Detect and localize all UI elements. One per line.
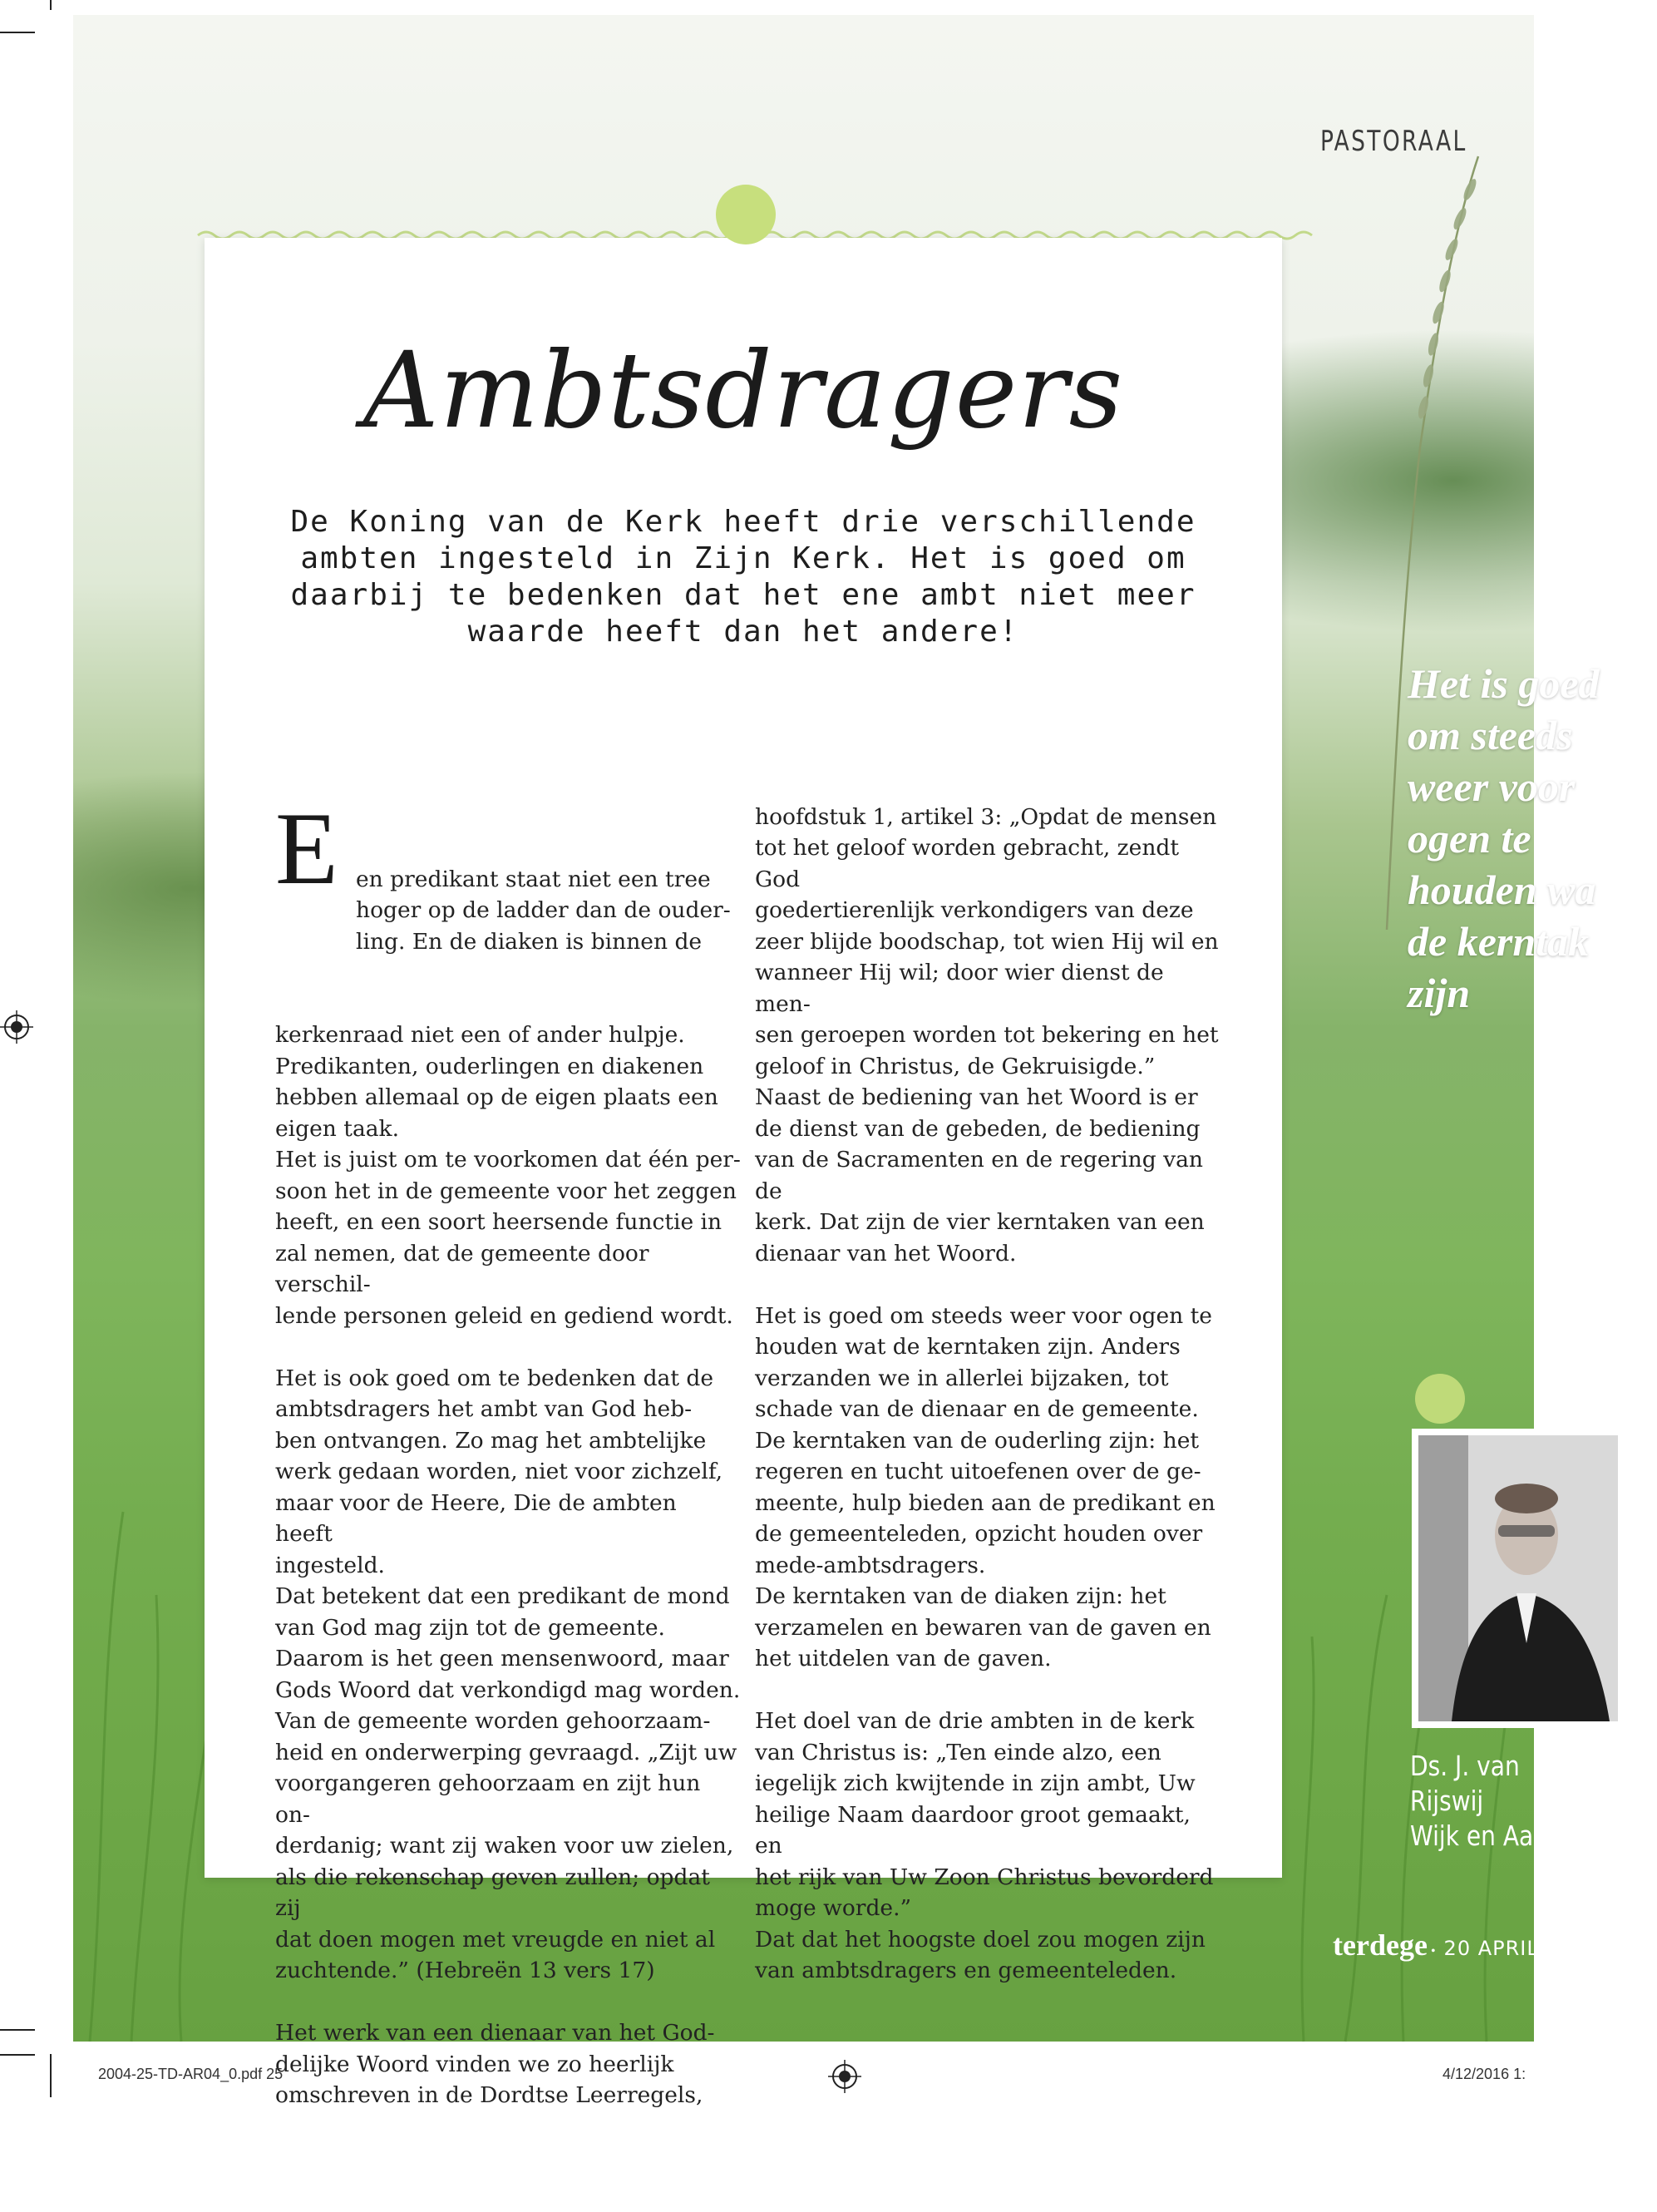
footer-separator: • (1430, 1944, 1436, 1958)
right-column-text: hoofdstuk 1, artikel 3: „Opdat de mensen tot het geloof worden gebracht, zendt God goedertierenlijk verkondigers van deze zeer blijde boodschap, tot wien Hij wil en wanneer Hij wil; door wier dienst de men- sen geroepen worden tot bekering en het geloof in Christus, de Gekruisigde.” Naast de bediening van het Woord is er de dienst van de gebeden, de bediening van de Sacramenten en de regering van de kerk. Dat zijn de vier kerntaken van een dienaar van het Woord. Het is goed om steeds weer voor ogen te houden wat de kerntaken zijn. Anders verzanden we in allerlei bijzaken, tot schade van de dienaar en de gemeente. De kerntaken van de ouderling zijn: het regeren en tucht uitoefenen over de ge- meente, hulp bieden aan de predikant en de gemeenteleden, opzicht houden over mede-ambtsdragers. De kerntaken van de diaken zijn: het verzamelen en bewaren van de gaven en het uitdelen van de gaven. Het doel van de drie ambten in de kerk van Christus is: „Ten einde alzo, een iegelijk zich kwijtende in zijn ambt, Uw heilige Naam daardoor groot gemaakt, en het rijk van Uw Zoon Christus bevorderd moge worde.” Dat dat het hoogste doel zou mogen zijn van ambtsdragers en gemeenteleden. (755, 803, 1219, 1983)
author-portrait (1418, 1435, 1618, 1721)
article-card (205, 238, 1282, 2108)
author-photo (1418, 1435, 1618, 1721)
pull-quote: Het is goed om steeds weer voor ogen te houden wa de kerntak zijn (1408, 660, 1600, 1016)
dropcap-paragraph (275, 791, 741, 989)
article-intro: De Koning van de Kerk heeft drie verschillende ambten ingesteld in Zijn Kerk. Het is goed om daarbij te bedenken dat het ene ambt niet meer waarde heeft dan het andere! (290, 505, 1196, 649)
registration-mark-icon (0, 1010, 33, 1044)
page-footer (1333, 1928, 1599, 1963)
accent-circle-photo (1415, 1374, 1465, 1424)
crop-mark (0, 2054, 35, 2056)
registration-mark-icon (828, 2060, 861, 2093)
crop-mark (0, 32, 35, 33)
article-column-left (275, 770, 741, 2142)
author-credit: Ds. J. van Rijswij Wijk en Aalburg (1410, 1750, 1594, 1852)
print-slug-date: 4/12/2016 1: (1442, 2066, 1526, 2082)
crop-mark (50, 0, 52, 10)
section-label: PASTORAAL (1320, 125, 1467, 158)
print-slug-file: 2004-25-TD-AR04_0.pdf 25 (98, 2066, 284, 2082)
accent-circle-top (716, 185, 776, 244)
crop-mark (0, 2029, 35, 2031)
left-column-text: kerkenraad niet een of ander hulpje. Predikanten, ouderlingen en diakenen hebben allemaal op de eigen plaats een eigen taak. Het is juist om te voorkomen dat één per- soon het in de gemeente voor het zeggen heeft, en een soort heersende functie in zal nemen, dat de gemeente door verschil- lende personen geleid en gediend wordt. Het is ook goed om te bedenken dat de ambtsdragers het ambt van God heb- ben ontvangen. Zo mag het ambtelijke werk gedaan worden, niet voor zichzelf, maar voor de Heere, Die de ambten heeft ingesteld. Dat betekent dat een predikant de mond van God mag zijn tot de gemeente. Daarom is het geen mensenwoord, maar Gods Woord dat verkondigd mag worden. Van de gemeente worden gehoorzaam- heid en onderwerping gevraagd. „Zijt uw voorgangeren gehoorzaam en zijt hun on- derdanig; want zij waken voor uw zielen, als die rekenschap geven zullen; opdat zij dat doen mogen met vreugde en niet al zuchtende.” (Hebreën 13 vers 17) Het werk van een dienaar van het God- delijke Woord vinden we zo heerlijk omschreven in de Dordtse Leerregels, (275, 1022, 741, 2108)
brand-logo: terdege (1333, 1928, 1428, 1962)
issue-date: 20 APRIL 2016 (1443, 1937, 1600, 1960)
dropcap: E (275, 791, 338, 906)
first-lines: en predikant staat niet een tree hoger op de ladder dan de ouder- ling. En de diaken is binnen de (356, 866, 731, 955)
article-column-right (755, 770, 1221, 2017)
article-title: Ambtsdragers (362, 329, 1124, 452)
crop-mark (50, 2054, 52, 2097)
author-photo-frame (1412, 1429, 1611, 1728)
